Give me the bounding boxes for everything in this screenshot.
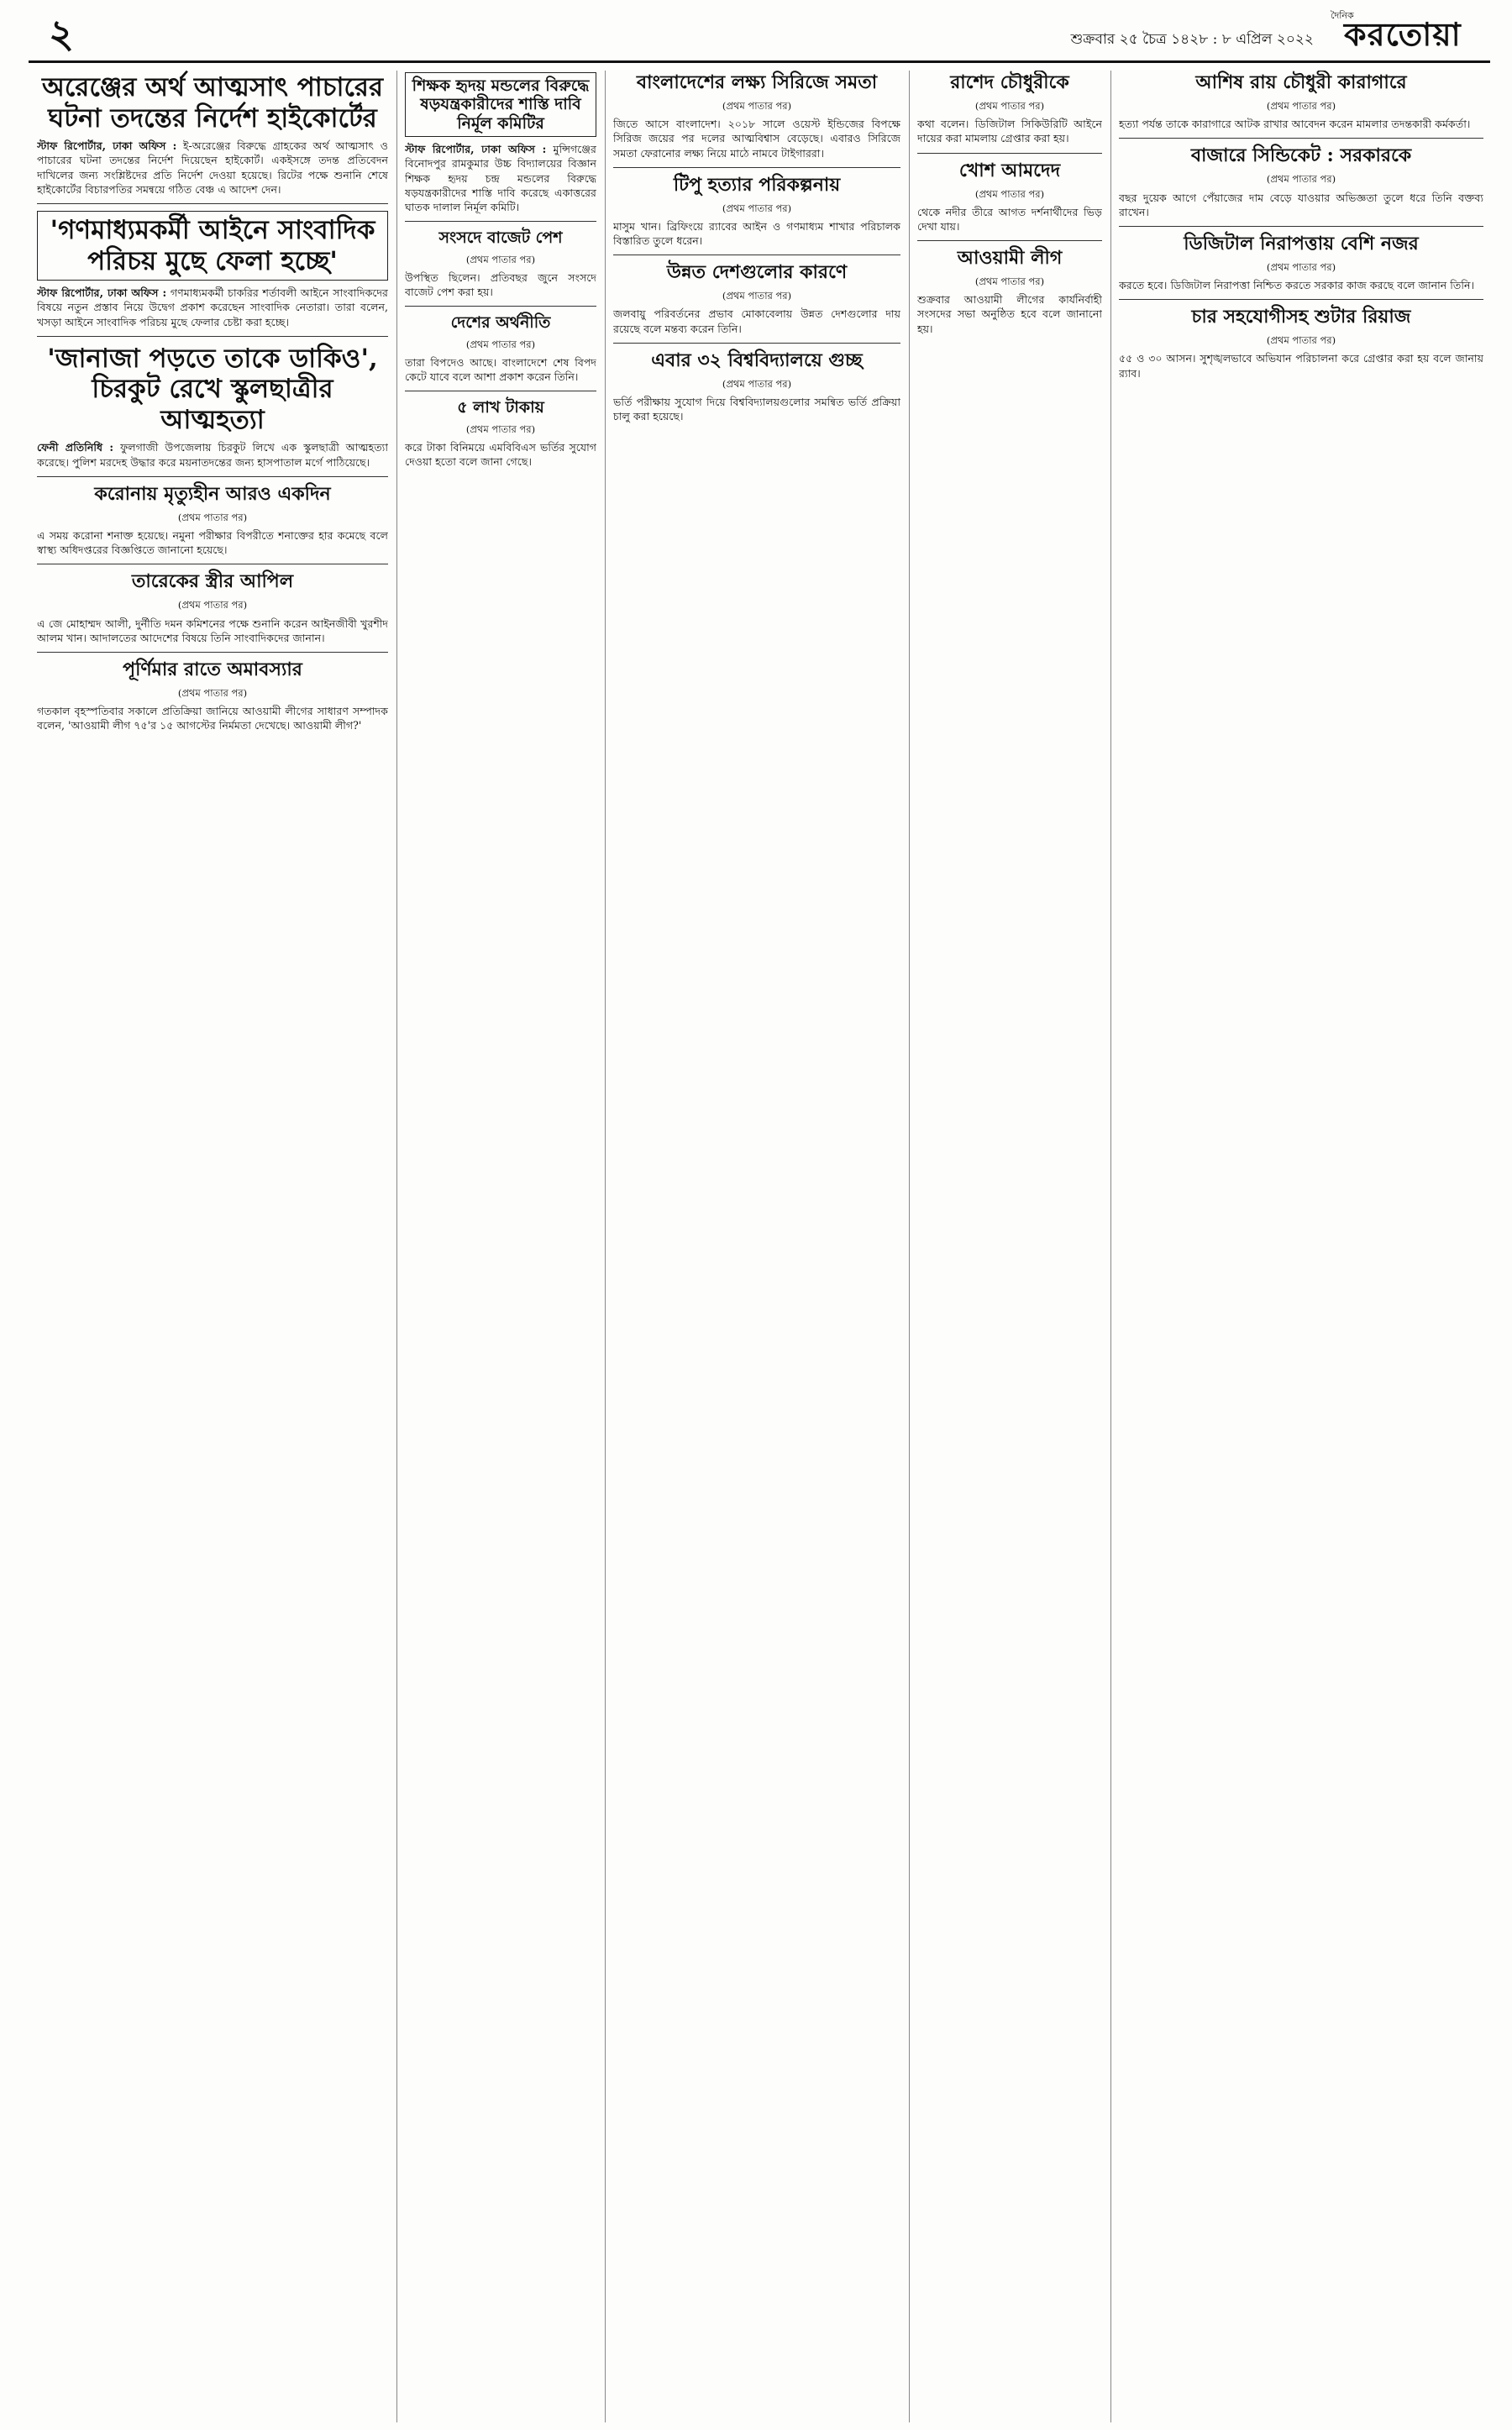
article-body: জিতে আসে বাংলাদেশ। ২০১৮ সালে ওয়েস্ট ইন্ডিজের বিপক্ষে সিরিজ জয়ের পর দলের আত্মবিশ্বাস বেড়েছে। এবারও সিরিজে সমতা ফেরানোর লক্ষ্য নিয়ে মাঠে নামবে টাইগাররা। xyxy=(613,118,900,160)
article-body: তারা বিপদেও আছে। বাংলাদেশে শেষ বিপদ কেটে যাবে বলে আশা প্রকাশ করেন তিনি। xyxy=(405,355,596,384)
article-headline: অরেঞ্জের অর্থ আত্মসাৎ পাচারের ঘটনা তদন্তের নির্দেশ হাইকোর্টের xyxy=(41,72,384,134)
continuation-note: (প্রথম পাতার পর) xyxy=(177,599,248,611)
article-headline: ৫ লাখ টাকায় xyxy=(457,398,544,417)
column-1 xyxy=(37,71,388,2414)
article-body: গতকাল বৃহস্পতিবার সকালে প্রতিক্রিয়া জানিয়ে আওয়ামী লীগের সাধারণ সম্পাদক বলেন, 'আওয়ামী লীগ ৭৫'র ১৫ আগস্টের নির্মমতা দেখেছে। আওয়ামী লীগ?' xyxy=(37,705,388,732)
article-headline: 'গণমাধ্যমকর্মী আইনে সাংবাদিক পরিচয় মুছে ফেলা হচ্ছে' xyxy=(37,211,388,281)
article-headline: দেশের অর্থনীতি xyxy=(450,313,551,333)
article-body: ভর্তি পরীক্ষায় সুযোগ দিয়ে বিশ্ববিদ্যালয়গুলোর সমন্বিত ভর্তি প্রক্রিয়া চালু করা হয়েছে। xyxy=(613,396,900,423)
article-headline: চার সহযোগীসহ শুটার রিয়াজ xyxy=(1191,306,1411,328)
continuation-note: (প্রথম পাতার পর) xyxy=(177,511,248,523)
byline: স্টাফ রিপোর্টার, ঢাকা অফিস : xyxy=(405,143,547,156)
logo-text: করতোয়া xyxy=(1344,16,1462,53)
byline: স্টাফ রিপোর্টার, ঢাকা অফিস : xyxy=(37,286,167,300)
article-body: উপস্থিত ছিলেন। প্রতিবছর জুনে সংসদে বাজেট পেশ করা হয়। xyxy=(405,270,596,299)
column-5 xyxy=(1119,71,1483,2414)
continuation-note: (প্রথম পাতার পর) xyxy=(465,422,536,435)
continuation-note: (প্রথম পাতার পর) xyxy=(1266,99,1336,112)
continuation-note: (প্রথম পাতার পর) xyxy=(722,290,792,302)
continuation-note: (প্রথম পাতার পর) xyxy=(1266,260,1336,273)
article-headline: আওয়ামী লীগ xyxy=(957,247,1063,270)
dateline: শুক্রবার ২৫ চৈত্র ১৪২৮ : ৮ এপ্রিল ২০২২ xyxy=(1070,31,1314,48)
continuation-note: (প্রথম পাতার পর) xyxy=(974,187,1045,200)
article-headline: বাজারে সিন্ডিকেট : সরকারকে xyxy=(1190,144,1412,167)
article-headline: তারেকের স্ত্রীর আপিল xyxy=(131,570,294,593)
article-headline: খোশ আমদেদ xyxy=(958,159,1061,181)
continuation-note: (প্রথম পাতার পর) xyxy=(465,253,536,265)
newspaper-logo xyxy=(1326,5,1490,54)
article-body: ই-অরেঞ্জের বিরুদ্ধে গ্রাহকের অর্থ আত্মসাৎ ও পাচারের ঘটনা তদন্তের নির্দেশ দিয়েছেন হাইকোর্ট। একইসঙ্গে তদন্ত প্রতিবেদন দাখিলের জন্য সংশ্লিষ্টদের প্রতি নির্দেশ দেওয়া হয়েছে। রিটের পক্ষে শুনানি শেষে হাইকোর্টের বিচারপতির সমন্বয়ে গঠিত বেঞ্চ এ আদেশ দেন। xyxy=(37,139,388,196)
article-headline: রাশেদ চৌধুরীকে xyxy=(950,71,1069,93)
article-headline: উন্নত দেশগুলোর কারণে xyxy=(666,261,848,284)
continuation-note: (প্রথম পাতার পর) xyxy=(974,276,1045,288)
column-3 xyxy=(613,71,900,2414)
article-headline: সংসদে বাজেট পেশ xyxy=(438,228,563,248)
article-body: ৫৫ ও ৩০ আসন। সুশৃঙ্খলভাবে অভিযান পরিচালনা করে গ্রেপ্তার করা হয় বলে জানায় র‍্যাব। xyxy=(1119,352,1483,380)
continuation-note: (প্রথম পাতার পর) xyxy=(1266,173,1336,186)
article-body: এ সময় করোনা শনাক্ত হয়েছে। নমুনা পরীক্ষার বিপরীতে শনাক্তের হার কমেছে বলে স্বাস্থ্য অধিদপ্তরের বিজ্ঞপ্তিতে জানানো হয়েছে। xyxy=(37,529,388,557)
continuation-note: (প্রথম পাতার পর) xyxy=(974,99,1045,112)
column-divider xyxy=(605,71,606,2422)
logo-small-text: দৈনিক xyxy=(1331,10,1354,21)
article-body: হত্যা পর্যন্ত তাকে কারাগারে আটক রাখার আবেদন করেন মামলার তদন্তকারী কর্মকর্তা। xyxy=(1119,118,1471,131)
article-body: জলবায়ু পরিবর্তনের প্রভাব মোকাবেলায় উন্নত দেশগুলোর দায় রয়েছে বলে মন্তব্য করেন তিনি। xyxy=(613,307,900,335)
article-body: এ জে মোহাম্মদ আলী, দুর্নীতি দমন কমিশনের পক্ষে শুনানি করেন আইনজীবী খুরশীদ আলম খান। আদালতের আদেশের বিষয়ে তিনি সাংবাদিকদের জানান। xyxy=(37,617,388,644)
byline: স্টাফ রিপোর্টার, ঢাকা অফিস : xyxy=(37,139,177,153)
column-divider xyxy=(396,71,397,2422)
article-body: থেকে নদীর তীরে আগত দর্শনার্থীদের ভিড় দেখা যায়। xyxy=(917,205,1102,233)
article-body: করতে হবে। ডিজিটাল নিরাপত্তা নিশ্চিত করতে সরকার কাজ করছে বলে জানান তিনি। xyxy=(1119,279,1474,292)
continuation-note: (প্রথম পাতার পর) xyxy=(465,338,536,350)
page-number: ২ xyxy=(49,11,74,56)
continuation-note: (প্রথম পাতার পর) xyxy=(177,686,248,699)
article-body: ফুলগাজী উপজেলায় চিরকুট লিখে এক স্কুলছাত্রী আত্মহত্যা করেছে। পুলিশ মরদেহ উদ্ধার করে ময়নাতদন্তের জন্য হাসপাতাল মর্গে পাঠিয়েছে। xyxy=(37,441,388,469)
article-body: মুন্সিগঞ্জের বিনোদপুর রামকুমার উচ্চ বিদ্যালয়ের বিজ্ঞান শিক্ষক হৃদয় চন্দ্র মন্ডলের বিরুদ্ধে ষড়যন্ত্রকারীদের শাস্তি দাবি করেছে একাত্তরের ঘাতক দালাল নির্মূল কমিটি। xyxy=(405,143,596,214)
article-body: করে টাকা বিনিময়ে এমবিবিএস ভর্তির সুযোগ দেওয়া হতো বলে জানা গেছে। xyxy=(405,440,596,469)
continuation-note: (প্রথম পাতার পর) xyxy=(1266,334,1336,347)
article-body: কথা বলেন। ডিজিটাল সিকিউরিটি আইনে দায়ের করা মামলায় গ্রেপ্তার করা হয়। xyxy=(917,118,1102,145)
column-divider xyxy=(1110,71,1111,2422)
article-headline: পূর্ণিমার রাতে অমাবস্যার xyxy=(123,659,302,680)
article-body: মাসুম খান। ব্রিফিংয়ে র‍্যাবের আইন ও গণমাধ্যম শাখার পরিচালক বিস্তারিত তুলে ধরেন। xyxy=(613,219,900,248)
column-4 xyxy=(917,71,1102,2414)
article-body: বছর দুয়েক আগে পেঁয়াজের দাম বেড়ে যাওয়ার অভিজ্ঞতা তুলে ধরে তিনি বক্তব্য রাখেন। xyxy=(1119,191,1483,218)
masthead xyxy=(29,0,1490,63)
article-headline: টিপু হত্যার পরিকল্পনায় xyxy=(673,173,841,196)
article-body: গণমাধ্যমকর্মী চাকরির শর্তাবলী আইনে সাংবাদিকদের বিষয়ে নতুন প্রস্তাব নিয়ে উদ্বেগ প্রকাশ করেছেন সাংবাদিক নেতারা। তারা বলেন, খসড়া আইনে সাংবাদিক পরিচয় মুছে ফেলার চেষ্টা করা হচ্ছে। xyxy=(37,286,388,328)
continuation-note: (প্রথম পাতার পর) xyxy=(722,377,792,390)
article-headline: করোনায় মৃত্যুহীন আরও একদিন xyxy=(94,482,331,505)
article-headline: এবার ৩২ বিশ্ববিদ্যালয়ে গুচ্ছ xyxy=(651,349,863,371)
column-2 xyxy=(405,71,596,2414)
byline: ফেনী প্রতিনিধি : xyxy=(37,441,114,454)
article-headline: 'জানাজা পড়তে তাকে ডাকিও', চিরকুট রেখে স্কুলছাত্রীর আত্মহত্যা xyxy=(47,343,378,435)
column-divider xyxy=(909,71,910,2422)
continuation-note: (প্রথম পাতার পর) xyxy=(722,202,792,214)
continuation-note: (প্রথম পাতার পর) xyxy=(722,99,792,112)
article-headline: শিক্ষক হৃদয় মন্ডলের বিরুদ্ধে ষড়যন্ত্রকারীদের শাস্তি দাবি নির্মূল কমিটির xyxy=(405,72,596,137)
article-body: শুক্রবার আওয়ামী লীগের কার্যনির্বাহী সংসদের সভা অনুষ্ঠিত হবে বলে জানানো হয়। xyxy=(917,293,1102,335)
article-headline: বাংলাদেশের লক্ষ্য সিরিজে সমতা xyxy=(636,71,878,93)
article-headline: ডিজিটাল নিরাপত্তায় বেশি নজর xyxy=(1184,232,1419,255)
article-headline: আশিষ রায় চৌধুরী কারাগারে xyxy=(1195,71,1407,93)
